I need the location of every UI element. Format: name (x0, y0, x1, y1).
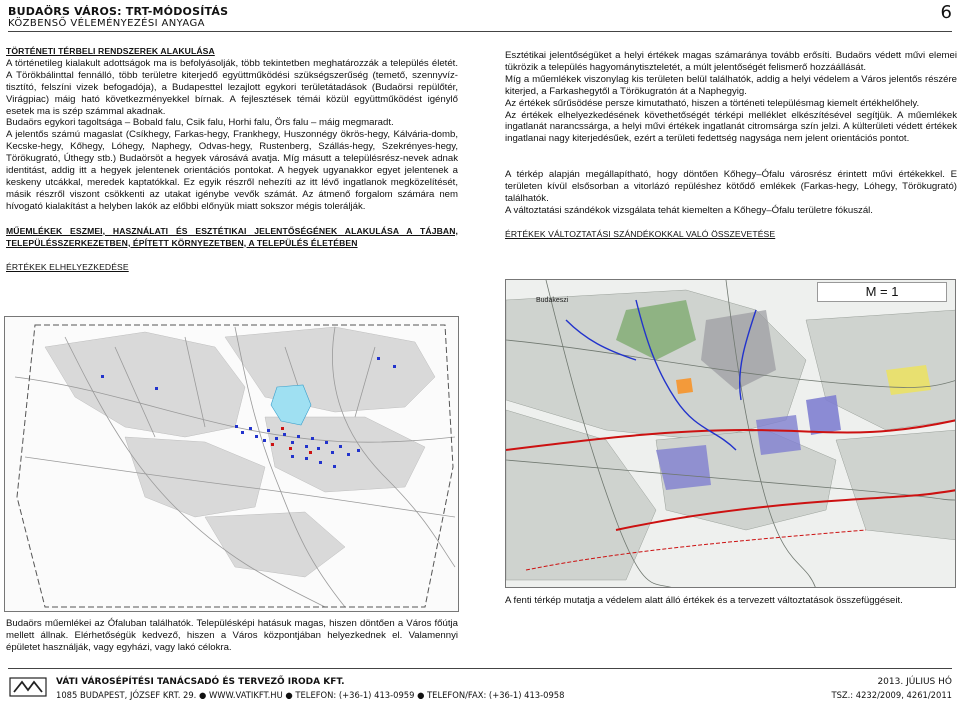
paragraph-historic-1: A történetileg kialakult adottságok ma is befolyásolják, több tekintetben meghatározzák a település életét. A Törökbálinttal fennálló, több területre kiterjedő együttműködési szükségszerűség (temető, szennyvíz-tisztító, felszíni vizek befogadója), a Budapesttel lezajlott egykori területátadások (Budaörsi repülőtér, Virágpiac) máig ható következményekkel bírnak. A fejlesztések témái közül együttműködést igénylő esetek ma is szép számmal akadnak. (6, 57, 458, 117)
paragraph-right-2: Míg a műemlékek viszonylag kis területen belül találhatók, addig a helyi védelem a Város jelentős részére kiterjed, a Farkashegytől a Törökugratón át a Naphegyig. (505, 73, 957, 97)
paragraph-historic-3: A jelentős számú magaslat (Csíkhegy, Farkas-hegy, Frankhegy, Huszonnégy ökrös-hegy, Kálvária-domb, Kecske-hegy, Kőhegy, Lóhegy, Naphegy, Odvas-hegy, Rustenberg, Szállás-hegy, Szekrényes-hegy, Törökugrató, Úthegy stb.) Budaörsöt a hegyek városává avatja. Míg másutt a településrész-nevek adnak identitást, addig itt a hegyek jelentenek orientációs pontokat. A hegyek ugyanakkor egyet jelentenek a keskeny utcákkal, meredek kaptatókkal. Ez egyik részről nehezíti az itt lévő ingatlanok megközelítését, másik részről viszont csökkenti az utakat igénybe vevők számát. Az átmenő forgalom számára nem hívogató kialakítást a helyben lakók az előbbi előnyük miatt sokszor mégis tolerálják. (6, 129, 458, 212)
header-divider (8, 31, 952, 32)
right-column (505, 50, 957, 241)
paragraph-historic-2: Budaörs egykori tagoltsága – Bobald falu, Csik falu, Horhi falu, Örs falu – máig megmaradt. (6, 117, 394, 129)
section-heading-historic: TÖRTÉNETI TÉRBELI RENDSZEREK ALAKULÁSA (6, 46, 215, 56)
map-place-label: Budakeszi (536, 297, 569, 304)
page-footer (0, 668, 960, 703)
footer-company: VÁTI VÁROSÉPÍTÉSI TANÁCSADÓ ÉS TERVEZŐ IRODA KFT. (56, 677, 345, 687)
subheading-values-location: ÉRTÉKEK ELHELYEZKEDÉSE (6, 261, 129, 272)
footer-divider (8, 668, 952, 669)
document-title: BUDAÖRS VÁROS: TRT-MÓDOSÍTÁS (8, 5, 229, 18)
paragraph-right-3: Az értékek sűrűsödése persze kimutatható, hiszen a történeti településmag kiemelt értékhelőhely. (505, 97, 920, 109)
footer-document-id: TSZ.: 4232/2009, 4261/2011 (831, 690, 952, 700)
page-number: 6 (940, 2, 952, 23)
paragraph-right-4: Az értékek elhelyezkedésének követhetőségét térképi melléklet elkészítésével segítjük. A műemlékek ingatlanát narancssárga, a helyi művi értékek ingatlanát citromsárga szín jelzi. A külterületi védett értékek ingatlanai nagy kiterjedésűek, ezért a területi fedettség nagysága nem jelent orientációs pontot. (505, 109, 957, 145)
change-comparison-map (505, 279, 956, 588)
section-heading-monuments: MŰEMLÉKEK ESZMEI, HASZNÁLATI ÉS ESZTÉTIKAI JELENTŐSÉGÉNEK ALAKULÁSA A TÁJBAN, TELEPÜLÉSSZERKEZETBEN, ÉPÍTETT KÖRNYEZETBEN, A TELEPÜLÉS ÉLETÉBEN (6, 225, 458, 248)
right-map-caption: A fenti térkép mutatja a védelem alatt álló értékek és a tervezett változtatások összefüggéseit. (505, 595, 903, 606)
page-header (0, 0, 960, 34)
paragraph-right-5: A térkép alapján megállapítható, hogy döntően Kőhegy–Ófalu városrész érintett művi értékekkel. E területen kívül elsősorban a vitorlázó repüléshez kötődő emlékek (Farkas-hegy, Lóhegy, Törökugrató) találhatók. (505, 169, 957, 205)
footer-contact: 1085 BUDAPEST, JÓZSEF KRT. 29. ● WWW.VATIKFT.HU ● TELEFON: (+36-1) 413-0959 ● TELEFON/FAX: (+36-1) 413-0958 (56, 690, 565, 700)
subheading-change-comparison: ÉRTÉKEK VÁLTOZTATÁSI SZÁNDÉKOKKAL VALÓ ÖSSZEVETÉSE (505, 228, 776, 239)
values-location-map (4, 316, 459, 612)
left-map-caption: Budaörs műemlékei az Ófaluban találhatók. Településképi hatásuk magas, hiszen döntően a Város főútja mellett állnak. Elérhetőségük kedvező, hiszen a Város központjában helyezkednek el. Valamennyi épületet használják, vagy egyházi, vagy lakó célokra. (6, 618, 458, 653)
document-subtitle: KÖZBENSŐ VÉLEMÉNYEZÉSI ANYAGA (8, 18, 205, 29)
values-map-drawing (5, 317, 459, 612)
company-logo-icon (8, 674, 48, 700)
map-scale: M = 1 (817, 282, 947, 302)
paragraph-right-6: A változtatási szándékok vizsgálata tehát kiemelten a Kőhegy–Ófalu területre fókuszál. (505, 204, 873, 216)
footer-date: 2013. JÚLIUS HÓ (877, 677, 952, 687)
left-column (6, 46, 458, 273)
comparison-map-drawing (506, 280, 956, 588)
paragraph-right-1: Esztétikai jelentőségüket a helyi értékek magas számaránya tovább erősíti. Budaörs védett művi elemei tükrözik a település hagyománytiszteletét, a múlt jelentőségét felismerő hozzáállását. (505, 50, 957, 73)
